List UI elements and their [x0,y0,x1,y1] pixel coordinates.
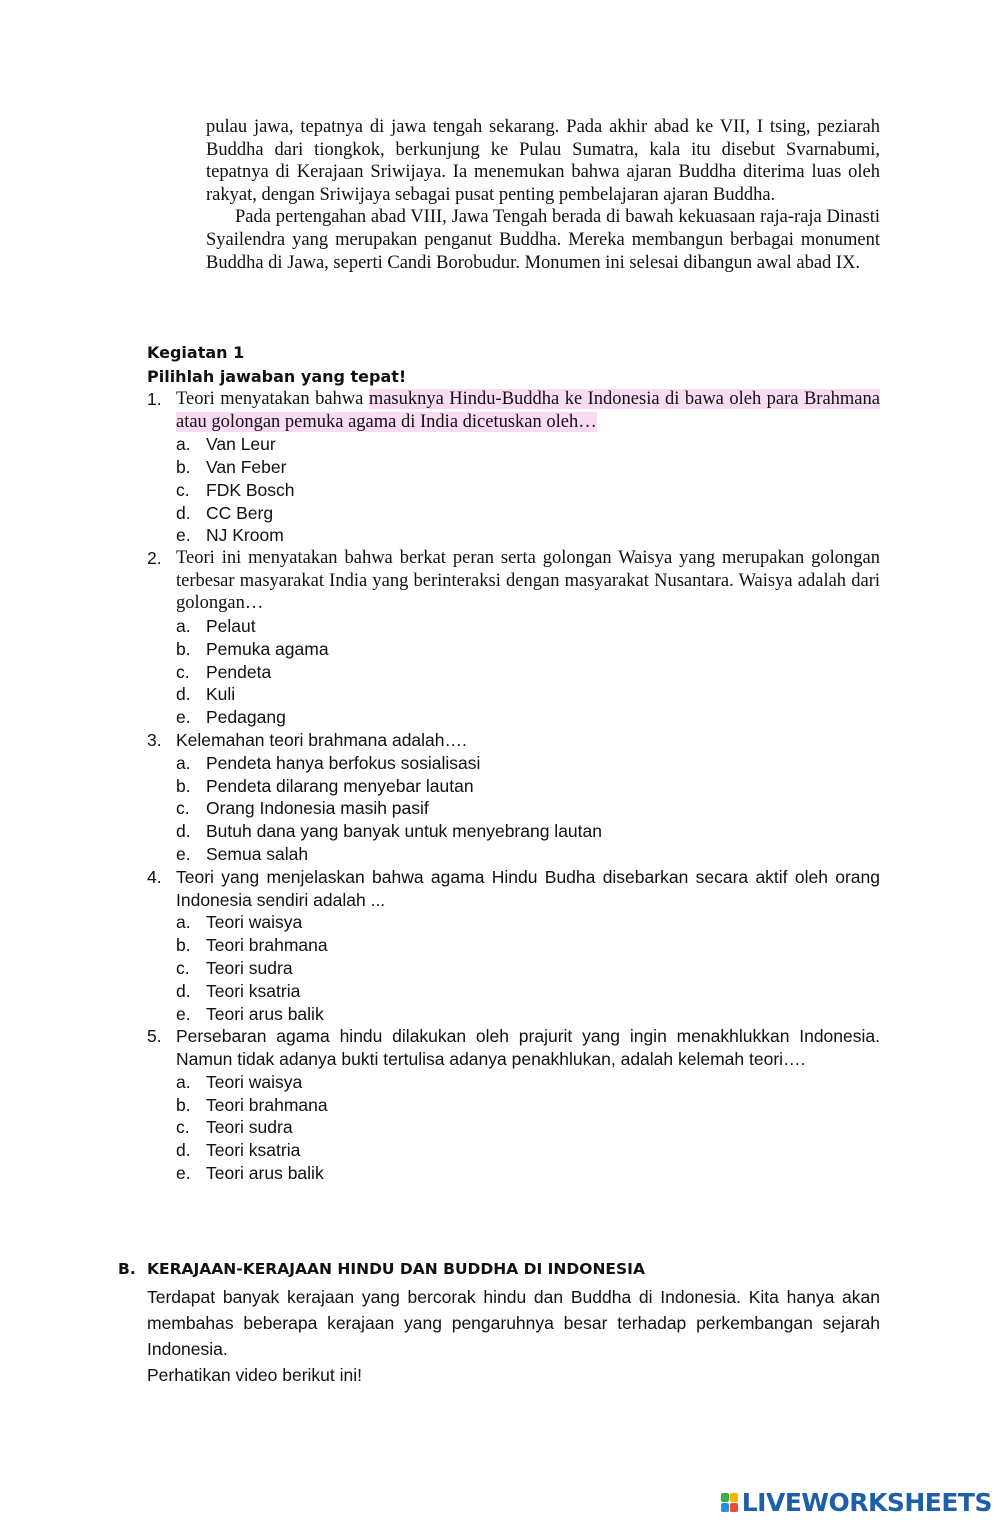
logo-tile-i [730,1493,738,1502]
option-text: Pedagang [206,707,286,728]
option-b[interactable] [176,775,880,798]
option-d[interactable] [176,502,880,525]
section-b [118,1258,880,1388]
intro-paragraph-1: pulau jawa, tepatnya di jawa tengah sekarang. Pada akhir abad ke VII, I tsing, peziarah Buddha dari tiongkok, berkunjung ke Pulau Sumatra, kala itu disebut Svarnabumi, tepatnya di Kerajaan Sriwijaya. Ia menemukan bahwa ajaran Buddha diterima luas oleh rakyat, dengan Sriwijaya sebagai pusat penting pembelajaran ajaran Buddha. [206,117,880,205]
option-a[interactable] [176,433,880,456]
option-e[interactable] [176,843,880,866]
option-letter: c. [176,957,190,978]
option-letter: e. [176,1163,191,1184]
option-letter: b. [176,456,191,477]
brand-name: LIVEWORKSHEETS [741,1488,992,1517]
option-text: Teori brahmana [206,935,328,956]
option-b[interactable] [176,456,880,479]
option-text: Kuli [206,684,236,705]
option-text: Teori waisya [206,1071,303,1092]
option-text: Van Feber [206,456,287,477]
option-letter: e. [176,525,191,546]
option-e[interactable] [176,1162,880,1185]
option-a[interactable] [176,615,880,638]
option-text: Teori sudra [206,957,293,978]
option-text: Pendeta hanya berfokus sosialisasi [206,752,481,773]
option-a[interactable] [176,1071,880,1094]
option-text: FDK Bosch [206,479,295,500]
option-b[interactable] [176,1094,880,1117]
option-letter: b. [176,1094,191,1115]
option-text: Teori sudra [206,1117,293,1138]
option-d[interactable] [176,980,880,1003]
option-a[interactable] [176,911,880,934]
option-c[interactable] [176,479,880,502]
activity-title: Kegiatan 1 [147,343,245,362]
option-a[interactable] [176,752,880,775]
option-list [176,433,880,547]
option-text: Teori ksatria [206,980,301,1001]
option-d[interactable] [176,820,880,843]
option-text: Pemuka agama [206,638,329,659]
option-text: Teori waisya [206,912,303,933]
liveworksheets-logo[interactable] [721,1488,992,1517]
option-text: Teori brahmana [206,1094,328,1115]
option-text: Orang Indonesia masih pasif [206,798,429,819]
logo-tile-e [730,1503,738,1512]
question-text: Persebaran agama hindu dilakukan oleh prajurit yang ingin menakhlukkan Indonesia. Namun tidak adanya bukti tertulisa adanya penakhlukan, adalah kelemah teori…. [176,1026,880,1070]
highlighted-text: masuknya Hindu-Buddha ke Indonesia di bawa oleh para Brahmana atau golongan pemuka agama di India dicetuskan oleh… [176,389,880,432]
option-letter: a. [176,752,191,773]
section-b-body [147,1284,880,1388]
option-text: Teori arus balik [206,1003,324,1024]
intro-text [206,116,880,274]
option-letter: d. [176,502,191,523]
intro-paragraph-2: Pada pertengahan abad VIII, Jawa Tengah berada di bawah kekuasaan raja-raja Dinasti Syailendra yang merupakan penganut Buddha. Mereka membangun berbagai monument Buddha di Jawa, seperti Candi Borobudur. Monumen ini selesai dibangun awal abad IX. [206,207,880,273]
option-list [176,1071,880,1185]
question-text [176,388,880,433]
option-text: Semua salah [206,843,309,864]
option-text: Butuh dana yang banyak untuk menyebrang lautan [206,821,602,842]
option-text: Pendeta [206,661,272,682]
question-2 [147,547,880,729]
option-d[interactable] [176,683,880,706]
question-1 [147,388,880,547]
option-text: Teori ksatria [206,1140,301,1161]
option-text: Pelaut [206,615,256,636]
option-letter: c. [176,798,190,819]
option-c[interactable] [176,797,880,820]
logo-tile-l [721,1493,729,1502]
option-letter: a. [176,615,191,636]
section-letter: B. [118,1260,136,1278]
option-text: NJ Kroom [206,525,284,546]
liveworksheets-icon [721,1493,738,1512]
question-4 [147,866,880,1026]
option-letter: b. [176,775,191,796]
option-letter: e. [176,843,191,864]
question-text: Teori ini menyatakan bahwa berkat peran serta golongan Waisya yang merupakan golongan terbesar masyarakat India yang berinteraksi dengan masyarakat Nusantara. Waisya adalah dari golongan… [176,548,880,614]
option-d[interactable] [176,1139,880,1162]
activity-instruction: Pilihlah jawaban yang tepat! [147,367,407,386]
option-letter: e. [176,707,191,728]
option-c[interactable] [176,1116,880,1139]
option-letter: a. [176,1071,191,1092]
question-number: 3. [147,729,162,750]
option-list [176,615,880,729]
option-letter: d. [176,821,191,842]
option-list [176,911,880,1025]
option-letter: d. [176,980,191,1001]
option-letter: c. [176,1117,190,1138]
option-list [176,752,880,866]
option-b[interactable] [176,934,880,957]
section-b-paragraph: Terdapat banyak kerajaan yang bercorak hindu dan Buddha di Indonesia. Kita hanya akan membahas beberapa kerajaan yang pengaruhnya besar terhadap perkembangan sejarah Indonesia. [147,1287,880,1359]
option-b[interactable] [176,638,880,661]
option-letter: c. [176,661,190,682]
question-number: 5. [147,1026,162,1047]
option-letter: d. [176,684,191,705]
option-e[interactable] [176,1003,880,1026]
option-text: CC Berg [206,502,274,523]
question-number: 4. [147,866,162,887]
question-text: Teori yang menjelaskan bahwa agama Hindu Budha disebarkan secara aktif oleh orang Indonesia sendiri adalah ... [176,866,880,910]
option-letter: b. [176,935,191,956]
option-letter: d. [176,1140,191,1161]
section-title: KERAJAAN-KERAJAAN HINDU DAN BUDDHA DI INDONESIA [147,1260,645,1278]
video-prompt: Perhatikan video berikut ini! [147,1365,362,1385]
option-text: Van Leur [206,434,276,455]
option-e[interactable] [176,706,880,729]
logo-tile-v [721,1503,729,1512]
question-5 [147,1025,880,1185]
question-number: 2. [147,548,162,569]
question-list [147,388,880,1185]
option-letter: c. [176,479,190,500]
option-text: Pendeta dilarang menyebar lautan [206,775,474,796]
option-letter: a. [176,912,191,933]
option-c[interactable] [176,661,880,684]
option-letter: a. [176,434,191,455]
question-text: Kelemahan teori brahmana adalah…. [176,729,467,750]
option-e[interactable] [176,524,880,547]
section-b-heading [118,1258,880,1280]
option-letter: b. [176,638,191,659]
question-number: 1. [147,389,162,409]
question-3 [147,729,880,866]
option-text: Teori arus balik [206,1163,324,1184]
question-text-plain: Teori menyatakan bahwa [176,389,369,409]
option-c[interactable] [176,957,880,980]
option-letter: e. [176,1003,191,1024]
